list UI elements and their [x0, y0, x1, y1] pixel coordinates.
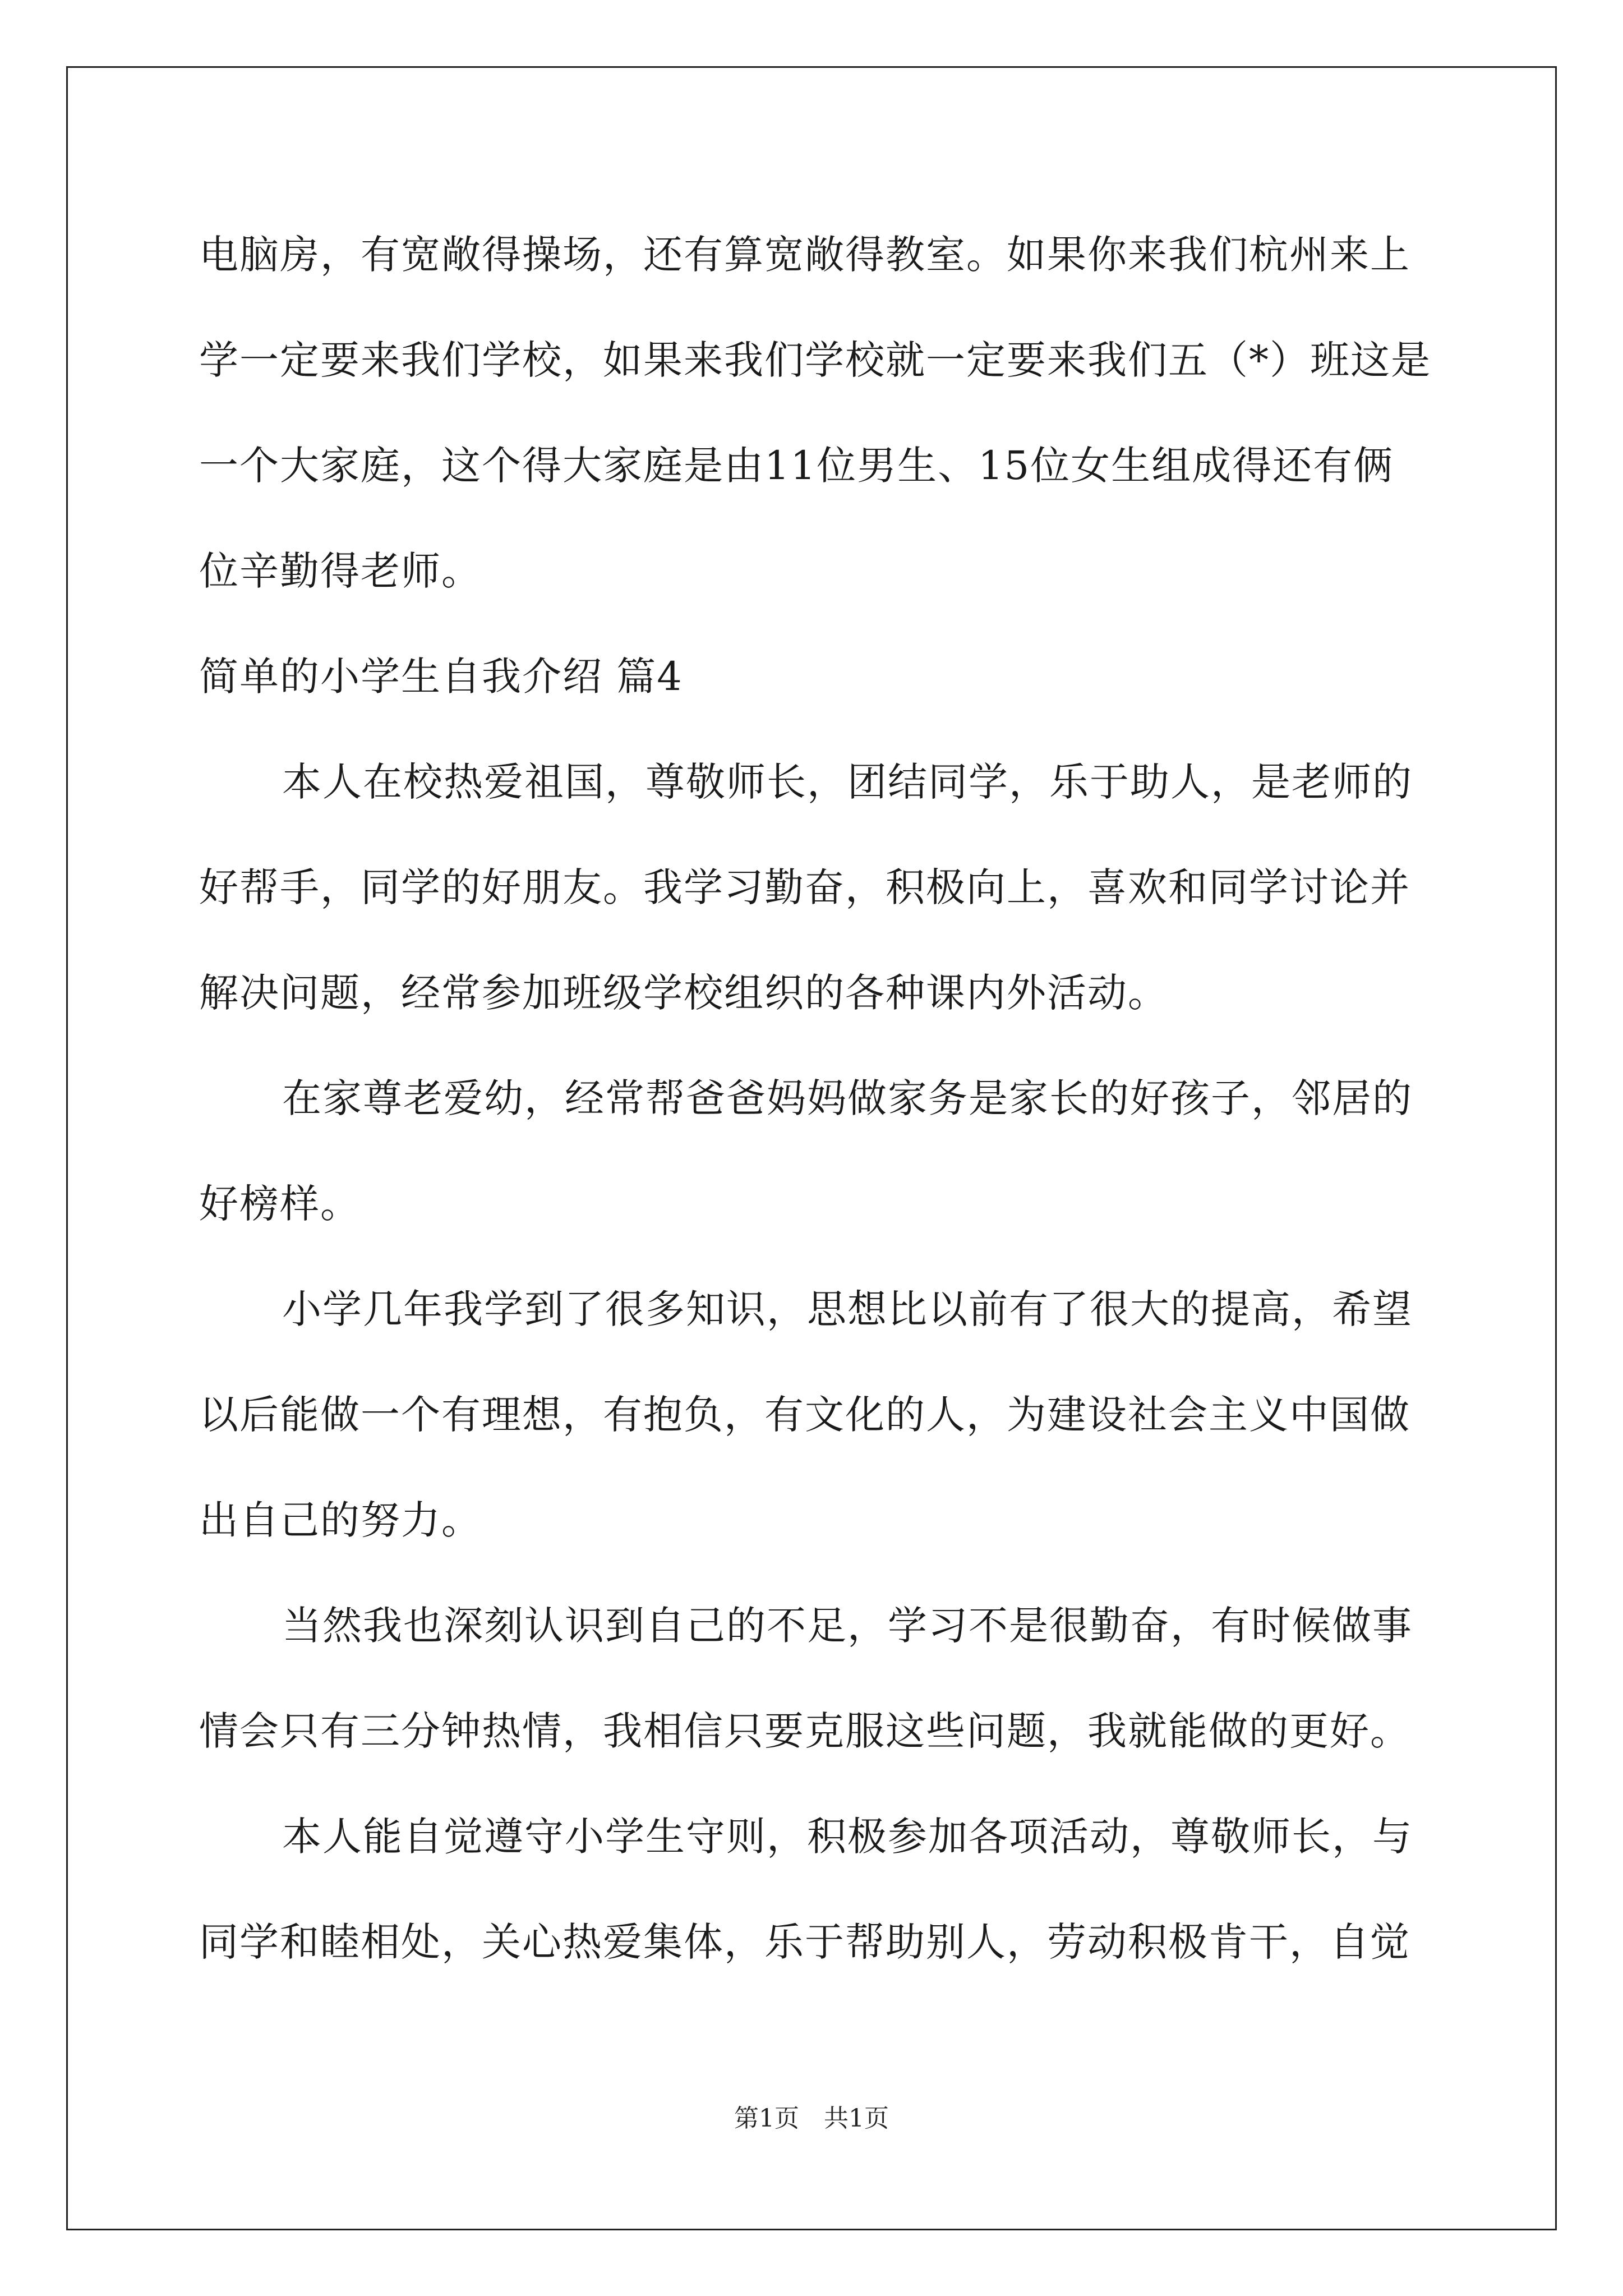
text-line: 学一定要来我们学校，如果来我们学校就一定要来我们五（*）班这是: [199, 337, 1431, 383]
text-line: 解决问题，经常参加班级学校组织的各种课内外活动。: [199, 970, 1168, 1016]
text-line: 位辛勤得老师。: [199, 548, 482, 594]
text-line: 本人在校热爱祖国，尊敬师长，团结同学，乐于助人，是老师的: [282, 759, 1413, 805]
text-line: 情会只有三分钟热情，我相信只要克服这些问题，我就能做的更好。: [199, 1708, 1410, 1754]
text-line: 出自己的努力。: [199, 1497, 482, 1543]
text-line: 以后能做一个有理想，有抱负，有文化的人，为建设社会主义中国做: [199, 1392, 1410, 1438]
page-footer: 第1页 共1页: [734, 2104, 889, 2133]
text-line: 当然我也深刻认识到自己的不足，学习不是很勤奋，有时候做事: [282, 1603, 1413, 1649]
text-line: 好榜样。: [199, 1181, 361, 1227]
section-heading: 简单的小学生自我介绍 篇4: [199, 654, 683, 700]
text-line: 同学和睦相处，关心热爱集体，乐于帮助别人，劳动积极肯干，自觉: [199, 1919, 1410, 1965]
text-line: 一个大家庭，这个得大家庭是由11位男生、15位女生组成得还有俩: [199, 443, 1394, 489]
text-line: 在家尊老爱幼，经常帮爸爸妈妈做家务是家长的好孩子，邻居的: [282, 1075, 1413, 1121]
text-line: 小学几年我学到了很多知识，思想比以前有了很大的提高，希望: [282, 1286, 1413, 1332]
text-line: 电脑房，有宽敞得操场，还有算宽敞得教室。如果你来我们杭州来上: [199, 232, 1410, 278]
text-line: 好帮手，同学的好朋友。我学习勤奋，积极向上，喜欢和同学讨论并: [199, 864, 1410, 910]
document-body: [199, 202, 1431, 1995]
text-line: 本人能自觉遵守小学生守则，积极参加各项活动，尊敬师长，与: [282, 1814, 1413, 1860]
